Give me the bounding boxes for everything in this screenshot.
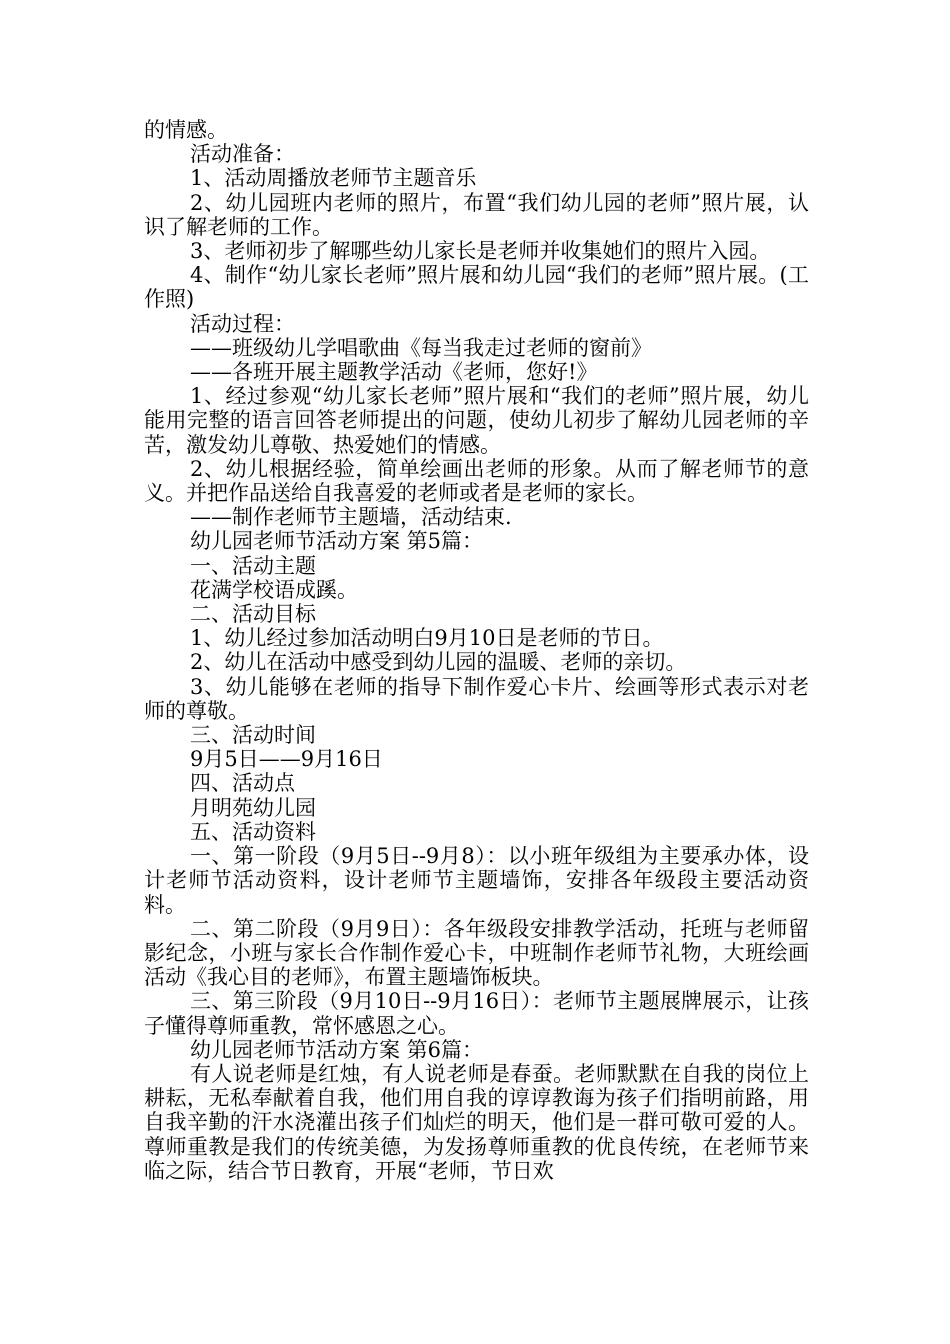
- document-paragraph: 二、活动目标: [190, 602, 316, 627]
- document-paragraph: 9月5日——9月16日: [190, 747, 383, 772]
- document-paragraph: 一、活动主题: [190, 553, 316, 578]
- document-paragraph: 花满学校语成蹊。: [190, 577, 358, 602]
- document-paragraph: 三、活动时间: [190, 723, 316, 748]
- document-paragraph: 月明苑幼儿园: [190, 795, 316, 820]
- document-paragraph: 2、幼儿在活动中感受到幼儿园的温暖、老师的亲切。: [190, 650, 687, 675]
- document-paragraph: 活动准备：: [190, 142, 295, 167]
- document-paragraph: 3、老师初步了解哪些幼儿家长是老师并收集她们的照片入园。: [190, 239, 771, 264]
- document-paragraph: 活动过程：: [190, 311, 295, 336]
- document-paragraph: 幼儿园老师节活动方案 第6篇：: [190, 1037, 484, 1062]
- document-body: [144, 118, 809, 1183]
- document-paragraph: 四、活动点: [190, 771, 295, 796]
- document-paragraph: 有人说老师是红烛，有人说老师是春蚕。老师默默在自我的岗位上耕耘，无私奉献着自我，他们用自我的谆谆教诲为孩子们指明前路，用自我辛勤的汗水浇灌出孩子们灿烂的明天，他们是一群可敬可爱的人。尊师重教是我们的传统美德，为发扬尊师重教的优良传统，在老师节来临之际，结合节日教育，开展“老师，节日欢: [144, 1061, 809, 1183]
- document-paragraph: ——各班开展主题教学活动《老师，您好!》: [190, 360, 598, 385]
- document-paragraph: 的情感。: [144, 118, 228, 142]
- document-paragraph: ——制作老师节主题墙，活动结束.: [190, 505, 512, 530]
- document-paragraph: 1、幼儿经过参加活动明白9月10日是老师的节日。: [190, 626, 664, 651]
- document-paragraph: 1、活动周播放老师节主题音乐: [190, 166, 477, 191]
- document-paragraph: 1、经过参观“幼儿家长老师”照片展和“我们的老师”照片展，幼儿能用完整的语言回答老师提出的问题，使幼儿初步了解幼儿园老师的辛苦，激发幼儿尊敬、热爱她们的情感。: [144, 384, 809, 457]
- document-paragraph: 三、第三阶段（9月10日--9月16日）：老师节主题展牌展示，让孩子懂得尊师重教，常怀感恩之心。: [144, 989, 809, 1038]
- document-paragraph: 二、第二阶段（9月9日）：各年级段安排教学活动，托班与老师留影纪念，小班与家长合作制作爱心卡，中班制作老师节礼物，大班绘画活动《我心目的老师》，布置主题墙饰板块。: [144, 916, 809, 990]
- document-paragraph: ——班级幼儿学唱歌曲《每当我走过老师的窗前》: [190, 335, 652, 360]
- document-paragraph: 2、幼儿园班内老师的照片，布置“我们幼儿园的老师”照片展，认识了解老师的工作。: [144, 190, 809, 239]
- document-paragraph: 2、幼儿根据经验，简单绘画出老师的形象。从而了解老师节的意义。并把作品送给自我喜爱的老师或者是老师的家长。: [144, 456, 809, 506]
- document-paragraph: 幼儿园老师节活动方案 第5篇：: [190, 529, 484, 554]
- document-paragraph: 3、幼儿能够在老师的指导下制作爱心卡片、绘画等形式表示对老师的尊敬。: [144, 674, 809, 723]
- document-paragraph: 一、第一阶段（9月5日--9月8）：以小班年级组为主要承办体，设计老师节活动资料，设计老师节主题墙饰，安排各年级段主要活动资料。: [144, 844, 809, 917]
- document-paragraph: 五、活动资料: [190, 819, 316, 844]
- document-paragraph: 4、制作“幼儿家长老师”照片展和幼儿园“我们的老师”照片展。(工作照): [144, 263, 809, 312]
